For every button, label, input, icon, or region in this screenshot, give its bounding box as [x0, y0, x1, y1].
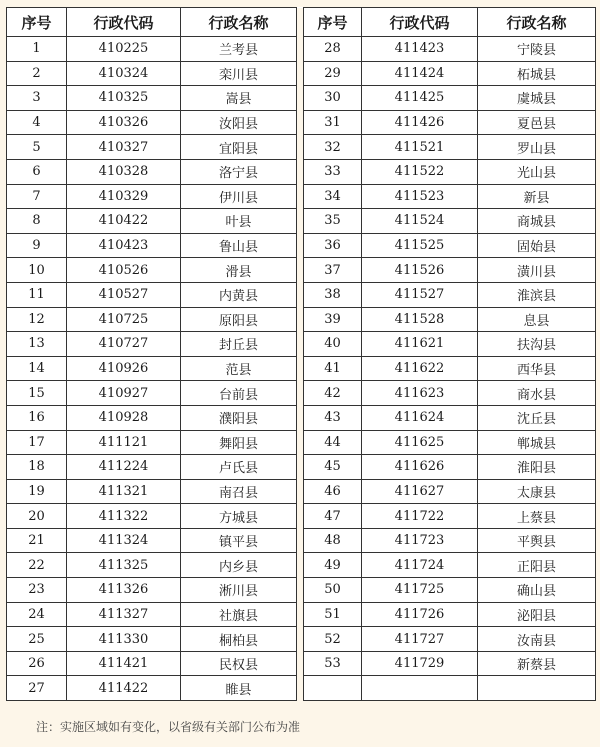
table-row: [7, 553, 596, 578]
column-separator: [297, 110, 304, 135]
table-row: [7, 455, 596, 480]
table-row: [7, 61, 596, 86]
cell-code: [362, 676, 478, 701]
cell-code: 410328: [67, 159, 181, 184]
cell-name: 洛宁县: [181, 159, 297, 184]
cell-name: 淮阳县: [478, 455, 596, 480]
table-row: [7, 307, 596, 332]
cell-no: 33: [304, 159, 362, 184]
cell-name: 舞阳县: [181, 430, 297, 455]
cell-name: 夏邑县: [478, 110, 596, 135]
cell-code: 411624: [362, 405, 478, 430]
cell-code: 411524: [362, 209, 478, 234]
cell-name: 光山县: [478, 159, 596, 184]
column-separator: [297, 430, 304, 455]
table-row: [7, 159, 596, 184]
cell-no: 41: [304, 356, 362, 381]
cell-code: 411424: [362, 61, 478, 86]
column-separator: [297, 381, 304, 406]
table-row: [7, 184, 596, 209]
table-row: [7, 627, 596, 652]
cell-name: 嵩县: [181, 86, 297, 111]
table-row: [7, 356, 596, 381]
cell-no: 36: [304, 233, 362, 258]
cell-name: 新县: [478, 184, 596, 209]
cell-no: 17: [7, 430, 67, 455]
cell-code: 410928: [67, 405, 181, 430]
cell-code: 411421: [67, 651, 181, 676]
cell-code: 410326: [67, 110, 181, 135]
header-name-left: 行政名称: [181, 8, 297, 37]
cell-no: 30: [304, 86, 362, 111]
cell-code: 410422: [67, 209, 181, 234]
table-row: [7, 578, 596, 603]
table-row: [7, 504, 596, 529]
cell-code: 411327: [67, 602, 181, 627]
cell-no: 32: [304, 135, 362, 160]
cell-name: 罗山县: [478, 135, 596, 160]
table-row: [7, 135, 596, 160]
column-separator: [297, 479, 304, 504]
column-separator: [297, 504, 304, 529]
table-row: [7, 651, 596, 676]
cell-name: 伊川县: [181, 184, 297, 209]
cell-no: [304, 676, 362, 701]
cell-code: 411626: [362, 455, 478, 480]
table-row: [7, 37, 596, 62]
cell-no: 50: [304, 578, 362, 603]
cell-code: 410727: [67, 332, 181, 357]
cell-code: 411426: [362, 110, 478, 135]
cell-code: 410329: [67, 184, 181, 209]
cell-no: 24: [7, 602, 67, 627]
cell-name: 正阳县: [478, 553, 596, 578]
table-row: [7, 209, 596, 234]
cell-code: 410926: [67, 356, 181, 381]
column-separator: [297, 553, 304, 578]
cell-no: 20: [7, 504, 67, 529]
cell-code: 411121: [67, 430, 181, 455]
cell-no: 18: [7, 455, 67, 480]
header-code-left: 行政代码: [67, 8, 181, 37]
cell-code: 411625: [362, 430, 478, 455]
cell-code: 411622: [362, 356, 478, 381]
cell-code: 411723: [362, 528, 478, 553]
column-separator: [297, 233, 304, 258]
cell-name: 睢县: [181, 676, 297, 701]
cell-no: 47: [304, 504, 362, 529]
column-separator: [297, 676, 304, 701]
cell-code: 411224: [67, 455, 181, 480]
cell-no: 26: [7, 651, 67, 676]
cell-code: 411527: [362, 282, 478, 307]
cell-no: 16: [7, 405, 67, 430]
cell-name: 柘城县: [478, 61, 596, 86]
cell-no: 8: [7, 209, 67, 234]
cell-no: 15: [7, 381, 67, 406]
table-row: [7, 676, 596, 701]
footnote: 注：实施区域如有变化，以省级有关部门公布为准: [36, 720, 301, 734]
cell-name: 原阳县: [181, 307, 297, 332]
column-separator: [297, 578, 304, 603]
cell-name: 栾川县: [181, 61, 297, 86]
table-row: [7, 381, 596, 406]
column-separator: [297, 258, 304, 283]
cell-no: 21: [7, 528, 67, 553]
table-row: [7, 479, 596, 504]
cell-name: 桐柏县: [181, 627, 297, 652]
cell-code: 411725: [362, 578, 478, 603]
county-code-table: [6, 7, 596, 701]
cell-code: 411526: [362, 258, 478, 283]
cell-code: 411423: [362, 37, 478, 62]
column-separator: [297, 651, 304, 676]
cell-name: 汝阳县: [181, 110, 297, 135]
cell-code: 411521: [362, 135, 478, 160]
table-row: [7, 233, 596, 258]
column-separator: [297, 61, 304, 86]
cell-no: 22: [7, 553, 67, 578]
column-separator: [297, 528, 304, 553]
cell-no: 29: [304, 61, 362, 86]
cell-name: 鲁山县: [181, 233, 297, 258]
column-separator: [297, 209, 304, 234]
cell-no: 9: [7, 233, 67, 258]
cell-code: 411627: [362, 479, 478, 504]
cell-name: 泌阳县: [478, 602, 596, 627]
table-row: [7, 282, 596, 307]
cell-no: 48: [304, 528, 362, 553]
cell-name: 商城县: [478, 209, 596, 234]
cell-no: 23: [7, 578, 67, 603]
cell-no: 34: [304, 184, 362, 209]
cell-no: 53: [304, 651, 362, 676]
cell-code: 411322: [67, 504, 181, 529]
cell-name: 新蔡县: [478, 651, 596, 676]
column-separator: [297, 356, 304, 381]
cell-code: 411729: [362, 651, 478, 676]
header-no-left: 序号: [7, 8, 67, 37]
cell-no: 4: [7, 110, 67, 135]
header-name-right: 行政名称: [478, 8, 596, 37]
column-separator: [297, 8, 304, 37]
cell-code: 411422: [67, 676, 181, 701]
cell-name: 息县: [478, 307, 596, 332]
cell-code: 410725: [67, 307, 181, 332]
table-row: [7, 332, 596, 357]
cell-name: 扶沟县: [478, 332, 596, 357]
cell-name: 确山县: [478, 578, 596, 603]
cell-name: 封丘县: [181, 332, 297, 357]
cell-name: 汝南县: [478, 627, 596, 652]
cell-name: 卢氏县: [181, 455, 297, 480]
cell-no: 42: [304, 381, 362, 406]
cell-no: 44: [304, 430, 362, 455]
cell-code: 411523: [362, 184, 478, 209]
cell-no: 13: [7, 332, 67, 357]
cell-name: 叶县: [181, 209, 297, 234]
cell-no: 31: [304, 110, 362, 135]
cell-code: 411724: [362, 553, 478, 578]
cell-name: 郸城县: [478, 430, 596, 455]
cell-name: 淅川县: [181, 578, 297, 603]
cell-code: 411324: [67, 528, 181, 553]
cell-no: 11: [7, 282, 67, 307]
cell-no: 19: [7, 479, 67, 504]
cell-no: 39: [304, 307, 362, 332]
column-separator: [297, 159, 304, 184]
cell-name: 台前县: [181, 381, 297, 406]
cell-no: 28: [304, 37, 362, 62]
cell-no: 27: [7, 676, 67, 701]
cell-no: 38: [304, 282, 362, 307]
cell-no: 3: [7, 86, 67, 111]
cell-name: 南召县: [181, 479, 297, 504]
cell-no: 5: [7, 135, 67, 160]
cell-name: 上蔡县: [478, 504, 596, 529]
cell-name: 宜阳县: [181, 135, 297, 160]
table-body: [7, 37, 596, 701]
table-row: [7, 258, 596, 283]
cell-no: 2: [7, 61, 67, 86]
table-row: [7, 110, 596, 135]
cell-code: 411621: [362, 332, 478, 357]
column-separator: [297, 282, 304, 307]
cell-code: 410927: [67, 381, 181, 406]
column-separator: [297, 602, 304, 627]
column-separator: [297, 184, 304, 209]
cell-no: 46: [304, 479, 362, 504]
cell-code: 411325: [67, 553, 181, 578]
cell-no: 7: [7, 184, 67, 209]
cell-no: 35: [304, 209, 362, 234]
column-separator: [297, 455, 304, 480]
table-row: [7, 528, 596, 553]
cell-no: 12: [7, 307, 67, 332]
cell-no: 37: [304, 258, 362, 283]
cell-code: 411722: [362, 504, 478, 529]
column-separator: [297, 405, 304, 430]
cell-no: 10: [7, 258, 67, 283]
cell-name: 兰考县: [181, 37, 297, 62]
cell-code: 410423: [67, 233, 181, 258]
cell-code: 411528: [362, 307, 478, 332]
cell-no: 40: [304, 332, 362, 357]
cell-no: 25: [7, 627, 67, 652]
header-row: [7, 8, 596, 37]
column-separator: [297, 86, 304, 111]
cell-name: 固始县: [478, 233, 596, 258]
header-no-right: 序号: [304, 8, 362, 37]
table-row: [7, 86, 596, 111]
cell-code: 411321: [67, 479, 181, 504]
cell-name: 濮阳县: [181, 405, 297, 430]
column-separator: [297, 307, 304, 332]
table-row: [7, 405, 596, 430]
cell-no: 49: [304, 553, 362, 578]
cell-name: 范县: [181, 356, 297, 381]
cell-name: 虞城县: [478, 86, 596, 111]
column-separator: [297, 627, 304, 652]
table-row: [7, 602, 596, 627]
cell-name: 太康县: [478, 479, 596, 504]
cell-name: 沈丘县: [478, 405, 596, 430]
cell-name: 民权县: [181, 651, 297, 676]
cell-name: 方城县: [181, 504, 297, 529]
header-code-right: 行政代码: [362, 8, 478, 37]
cell-code: 411326: [67, 578, 181, 603]
cell-code: 410324: [67, 61, 181, 86]
cell-no: 1: [7, 37, 67, 62]
cell-name: [478, 676, 596, 701]
cell-code: 411726: [362, 602, 478, 627]
cell-name: 社旗县: [181, 602, 297, 627]
cell-no: 43: [304, 405, 362, 430]
cell-name: 内乡县: [181, 553, 297, 578]
cell-name: 潢川县: [478, 258, 596, 283]
cell-name: 滑县: [181, 258, 297, 283]
cell-no: 51: [304, 602, 362, 627]
column-separator: [297, 135, 304, 160]
cell-name: 平舆县: [478, 528, 596, 553]
cell-code: 410526: [67, 258, 181, 283]
cell-code: 411425: [362, 86, 478, 111]
cell-code: 411330: [67, 627, 181, 652]
cell-name: 西华县: [478, 356, 596, 381]
cell-name: 淮滨县: [478, 282, 596, 307]
cell-no: 6: [7, 159, 67, 184]
cell-code: 410225: [67, 37, 181, 62]
cell-code: 411522: [362, 159, 478, 184]
table-row: [7, 430, 596, 455]
cell-no: 52: [304, 627, 362, 652]
cell-name: 商水县: [478, 381, 596, 406]
cell-code: 410325: [67, 86, 181, 111]
cell-code: 410327: [67, 135, 181, 160]
cell-code: 411623: [362, 381, 478, 406]
column-separator: [297, 37, 304, 62]
cell-name: 宁陵县: [478, 37, 596, 62]
cell-code: 410527: [67, 282, 181, 307]
cell-name: 内黄县: [181, 282, 297, 307]
cell-code: 411727: [362, 627, 478, 652]
cell-code: 411525: [362, 233, 478, 258]
cell-no: 45: [304, 455, 362, 480]
column-separator: [297, 332, 304, 357]
cell-name: 镇平县: [181, 528, 297, 553]
cell-no: 14: [7, 356, 67, 381]
